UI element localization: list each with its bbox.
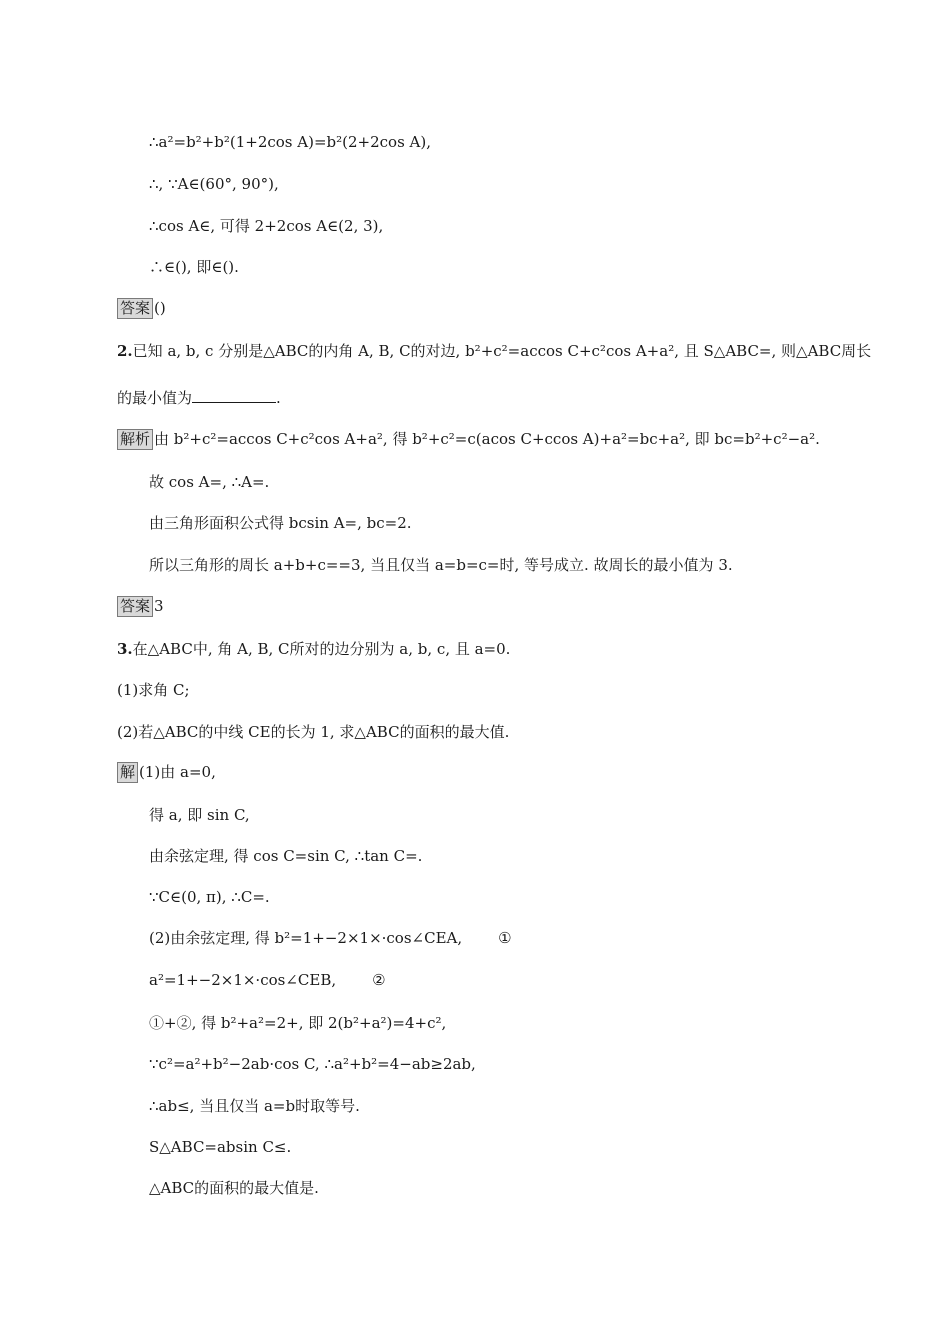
solution-3-step-6: [149, 970, 386, 990]
question-2-text: 已知 a, b, c 分别是△ABC的内角 A, B, C的对边, b²+c²=accos C+c²cos A+a², 且 S△ABC=, 则△ABC周长: [132, 342, 872, 360]
question-3-number: 3.: [117, 640, 133, 658]
analysis-label: 解析: [117, 429, 153, 450]
answer-label: 答案: [117, 298, 153, 319]
question-2-text-end: 的最小值为: [117, 389, 193, 407]
equation-1: (2)由余弦定理, 得 b²=1+−2×1×·cos∠CEA,: [149, 929, 463, 947]
equation-1-marker: ①: [498, 929, 512, 947]
equation-2: a²=1+−2×1×·cos∠CEB,: [149, 971, 337, 989]
answer-1: [117, 298, 166, 319]
solution-3-step-8: ∵c²=a²+b²−2ab·cos C, ∴a²+b²=4−ab≥2ab,: [149, 1055, 476, 1073]
analysis-2-step-3: 由三角形面积公式得 bcsin A=, bc=2.: [149, 514, 412, 532]
solution-3-step-10: S△ABC=absin C≤.: [149, 1138, 292, 1156]
answer-blank: [192, 388, 276, 403]
solution-3-step-9: ∴ab≤, 当且仅当 a=b时取等号.: [149, 1097, 360, 1115]
analysis-2: [117, 429, 820, 450]
answer-2-value: 3: [154, 597, 164, 615]
question-3: [117, 639, 510, 659]
derivation-line-3: ∴cos A∈, 可得 2+2cos A∈(2, 3),: [149, 217, 384, 235]
equation-2-marker: ②: [372, 971, 386, 989]
solution-label: 解: [117, 762, 138, 783]
solution-3: [117, 762, 216, 783]
derivation-line-1: ∴a²=b²+b²(1+2cos A)=b²(2+2cos A),: [149, 133, 431, 151]
solution-3-step-1: (1)由 a=0,: [139, 763, 216, 781]
derivation-line-4: ∴∈(), 即∈().: [149, 258, 239, 276]
solution-3-step-7: ①+②, 得 b²+a²=2+, 即 2(b²+a²)=4+c²,: [149, 1014, 447, 1032]
solution-3-step-3: 由余弦定理, 得 cos C=sin C, ∴tan C=.: [149, 847, 423, 865]
answer-1-value: (): [154, 299, 166, 317]
solution-3-step-2: 得 a, 即 sin C,: [149, 806, 250, 824]
question-2: [117, 341, 871, 361]
solution-3-step-4: ∵C∈(0, π), ∴C=.: [149, 888, 270, 906]
question-3-text: 在△ABC中, 角 A, B, C所对的边分别为 a, b, c, 且 a=0.: [132, 640, 511, 658]
solution-3-step-11: △ABC的面积的最大值是.: [149, 1179, 319, 1197]
derivation-line-2: ∴, ∵A∈(60°, 90°),: [149, 175, 279, 193]
question-2-period: .: [276, 389, 281, 407]
answer-label-2: 答案: [117, 596, 153, 617]
question-3-part-2: (2)若△ABC的中线 CE的长为 1, 求△ABC的面积的最大值.: [117, 723, 510, 741]
answer-2: [117, 596, 164, 617]
question-2-continued: [117, 388, 281, 408]
analysis-2-step-1: 由 b²+c²=accos C+c²cos A+a², 得 b²+c²=c(acos C+ccos A)+a²=bc+a², 即 bc=b²+c²−a².: [154, 430, 820, 448]
solution-3-step-5: [149, 928, 512, 948]
analysis-2-step-2: 故 cos A=, ∴A=.: [149, 473, 270, 491]
question-2-number: 2.: [117, 342, 133, 360]
question-3-part-1: (1)求角 C;: [117, 681, 190, 699]
analysis-2-step-4: 所以三角形的周长 a+b+c==3, 当且仅当 a=b=c=时, 等号成立. 故周长的最小值为 3.: [149, 556, 733, 574]
